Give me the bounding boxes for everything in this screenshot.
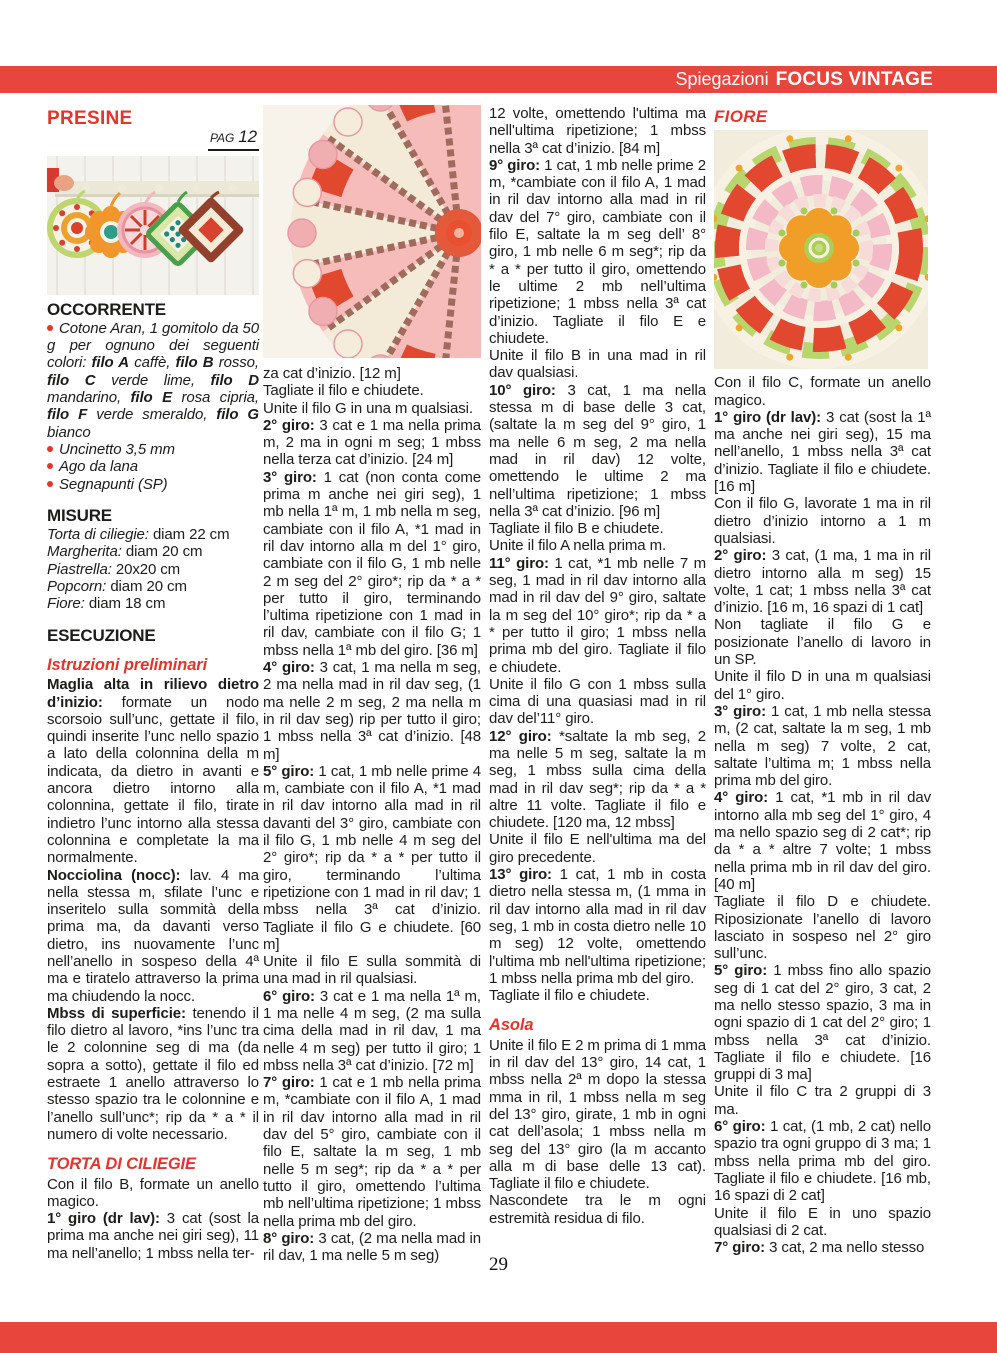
instruction-paragraph xyxy=(489,1192,706,1227)
text-segment: Uncinetto 3,5 mm xyxy=(59,440,175,458)
text-segment: 1 cat (non conta come prima m anche nei giri seg), 1 mb nella 1ª m, 1 mb nella m seg, cambiate con il filo A, *1 mad in ril dav intorno alla m del 1° giro, cambiate con il filo G, 1 mb nelle 2 m seg del 2° giro*; rip da * a * per tutto il giro, terminando l’ultima ripetizione con 1 mad in ril dav, cambiate con il filo G; 1 mbss nella 1ª mb del giro. [36 m] xyxy=(263,468,481,659)
instruction-paragraph xyxy=(489,831,706,866)
instruction-paragraph xyxy=(714,409,931,495)
text-segment: filo A xyxy=(91,354,129,372)
text-segment: Unite il filo E nell'ultima ma del giro precedente. xyxy=(489,831,706,866)
text-segment: 6° giro: xyxy=(714,1118,770,1136)
text-segment: Piastrella: xyxy=(47,560,112,578)
text-segment: 1 cat e 1 mb nella prima m, *cambiate con il filo A, 1 mad in ril dav intorno alla mad in ril dav del 5° giro, cambiate con il filo E, saltate la m seg, 1 mb nelle 5 m seg*; rip da * a * per tutto il giro, omettendo l’ultima mb nell’ultima ripetizione; 1 mbss nella prima mb del giro. xyxy=(263,1074,481,1230)
text-segment: MISURE xyxy=(47,505,112,525)
text-segment: Tagliate il filo B e chiudete. xyxy=(489,520,664,538)
text-segment: rosso, xyxy=(213,354,259,372)
instruction-paragraph xyxy=(47,1005,259,1143)
bullet-item xyxy=(47,441,259,458)
text-segment: Asola xyxy=(489,1016,534,1035)
text-segment: Unite il filo G in una m qualsiasi. xyxy=(263,399,473,417)
instruction-paragraph xyxy=(489,866,706,987)
text-segment: Tagliate il filo e chiudete. xyxy=(263,382,424,400)
text-segment: Istruzioni preliminari xyxy=(47,655,208,674)
text-segment: diam 22 cm xyxy=(148,526,230,544)
instruction-paragraph xyxy=(489,537,706,554)
top-banner xyxy=(0,66,997,93)
text-segment: 3 cat e 1 ma nella prima m, 2 ma in ogni m seg; 1 mbss nella terza cat d’inizio. [24 m] xyxy=(263,416,481,469)
instruction-paragraph xyxy=(714,495,931,547)
text-segment: mandarino, xyxy=(47,389,131,407)
bottom-bar xyxy=(0,1322,997,1353)
instruction-paragraph xyxy=(714,547,931,616)
text-segment: verde smeraldo, xyxy=(87,406,217,424)
text-segment: Fiore: xyxy=(47,595,85,613)
text-segment: 5° giro: xyxy=(263,762,319,780)
instruction-paragraph xyxy=(263,988,481,1074)
banner-title: FOCUS VINTAGE xyxy=(775,68,933,90)
text-segment: Unite il filo E in uno spazio qualsiasi di 2 cat. xyxy=(714,1204,931,1239)
instruction-paragraph xyxy=(714,703,931,789)
instruction-paragraph xyxy=(489,382,706,520)
page-reference-underline xyxy=(208,128,259,150)
instruction-paragraph xyxy=(489,728,706,832)
column-instructions-2 xyxy=(263,105,481,1264)
presine-instructions xyxy=(47,301,259,1262)
instruction-paragraph xyxy=(47,526,259,543)
text-segment: Nocciolina (nocc): xyxy=(47,866,190,884)
instruction-paragraph xyxy=(489,105,706,157)
text-segment: 3 cat, (2 ma nella mad in ril dav, 1 ma nelle 5 m seg) xyxy=(263,1229,481,1265)
fiore-instructions xyxy=(714,374,931,1256)
instruction-paragraph xyxy=(263,953,481,988)
instruction-paragraph xyxy=(263,659,481,763)
text-segment: *saltate la mb seg, 2 ma nelle 5 m seg, saltate la m seg, 1 mbss sulla cima della mad in ril dav seg*; rip da * a * altre 11 volte. Tagliate il filo e chiudete. [120 ma, 12 mbss] xyxy=(489,727,707,832)
instruction-paragraph xyxy=(714,789,931,893)
text-segment: Maglia alta in rilievo dietro d’inizio: xyxy=(47,676,259,711)
text-segment: Unite il filo B in una mad in ril dav qualsiasi. xyxy=(489,347,706,382)
text-segment: Tagliate il filo D e chiudete. Riposizionate l’anello di lavoro lasciato in sospeso nel 2° giro sull’unc. xyxy=(714,893,931,963)
text-segment: rosa cipria, xyxy=(171,389,259,407)
text-segment: Unite il filo D in una m qualsiasi del 1° giro. xyxy=(714,668,931,703)
instruction-paragraph xyxy=(47,543,259,560)
text-segment: 3° giro: xyxy=(714,702,772,720)
text-segment: 3 cat, (1 ma, 1 ma in ril dietro intorno alla m seg) 15 volte, 1 cat; 1 mbss nella 3ª cat d’inizio. [16 m, 16 spazi di 1 cat] xyxy=(714,547,931,617)
red-subheading xyxy=(47,657,259,674)
text-segment: 1° giro (dr lav): xyxy=(714,408,826,426)
text-segment: 13° giro: xyxy=(489,866,560,884)
text-segment: Con il filo C, formate un anello magico. xyxy=(714,374,931,409)
instruction-paragraph xyxy=(47,1176,259,1211)
text-segment: diam 20 cm xyxy=(121,543,203,561)
text-segment: 11° giro: xyxy=(489,554,555,572)
text-segment: 7° giro: xyxy=(714,1239,770,1257)
text-segment: 1 cat, (1 mb, 2 cat) nello spazio tra ogni gruppo di 3 ma; 1 mbss nella prima mb del giro. Tagliate il filo e chiudete. [16 mb, 16 spazi di 2 cat] xyxy=(714,1118,931,1205)
text-segment: Tagliate il filo e chiudete. xyxy=(489,987,650,1005)
text-segment: 20x20 cm xyxy=(111,560,181,578)
instruction-paragraph xyxy=(47,676,259,866)
text-segment: Con il filo G, lavorate 1 ma in ril dietro d’inizio intorno a 1 m qualsiasi. xyxy=(714,495,931,547)
flower-potholder-photo xyxy=(714,130,928,369)
text-segment: 1 cat, 1 mb nelle prime 2 m, *cambiate con il filo A, 1 mad in ril dav intorno alla mad in ril dav del 7° giro, cambiate con il filo E, saltate la m seg dell’ 8° giro, 1 mb nelle 6 m seg*; rip da * a * per tutto il giro, omettendo le ultime 2 mb nell’ultima ripetizione; 1 mbss nella 3ª cat d’inizio. Tagliate il filo E e chiudete. xyxy=(489,156,706,347)
text-segment: tenendo il filo dietro al lavoro, *ins l’unc tra le 2 colonnine seg di ma (da sopra a sotto), gettate il filo ed estraete 1 anello attraverso lo stesso spazio tra le colonnine e l’anello sull’unc*; rip da * a * il numero di volte necessario. xyxy=(47,1004,259,1143)
text-segment: 12° giro: xyxy=(489,727,559,745)
cherry-pie-potholder-photo xyxy=(263,105,481,358)
section-heading xyxy=(47,507,259,524)
fiore-title: FIORE xyxy=(714,107,768,126)
bullet-item xyxy=(47,458,259,475)
text-segment: 1 cat, *1 mb nelle 7 m seg, 1 mad in ril dav intorno alla mad in ril dav del 9° giro, saltate la m seg del 10° giro*; rip da * a * per tutto il giro; 1 mbss nella prima mb del giro. Tagliate il filo e chiudete. xyxy=(489,554,706,676)
pag-label: PAG xyxy=(210,131,235,146)
text-segment: 2° giro: xyxy=(714,547,772,565)
text-segment: Con il filo B, formate un anello magico. xyxy=(47,1175,259,1210)
text-segment: verde lime, xyxy=(95,371,211,389)
text-segment: 1 cat, *1 mb in ril dav intorno alla mb seg del 1° giro, 4 ma nello spazio seg di 2 cat*; rip da * a * altre 7 volte; 1 mbss nella prima mb in ril dav del giro. [40 m] xyxy=(714,789,931,893)
text-segment: 1 mbss fino allo spazio seg di 1 cat del 2° giro, 3 cat, 2 ma nello stesso spazio, 3 ma in ogni spazio di 1 cat del 2° giro; 1 mbss nella 3ª cat d’inizio. Tagliate il filo e chiudete. [16 gruppi di 3 ma] xyxy=(714,962,931,1084)
text-segment: 3 cat, 2 ma nello stesso xyxy=(769,1239,925,1257)
instruction-paragraph xyxy=(489,520,706,537)
text-segment: Mbss di superficie: xyxy=(47,1004,193,1022)
instruction-paragraph xyxy=(489,555,706,676)
text-segment: 1° giro (dr lav): xyxy=(47,1210,167,1228)
text-segment: 1 cat, 1 mb nella stessa m, (2 cat, saltate la m seg, 1 mb nella m seg) 7 volte, 2 cat, saltate l’ultima m; 1 mbss nella prima mb del giro. xyxy=(714,702,931,790)
page-reference xyxy=(47,128,259,150)
text-segment: Non tagliate il filo G e posizionate l’anello di lavoro in un SP. xyxy=(714,616,931,669)
text-segment: 3° giro: xyxy=(263,468,324,486)
text-segment: Unite il filo E sulla sommità di una mad in ril qualsiasi. xyxy=(263,953,481,988)
text-segment: Torta di ciliegie: xyxy=(47,526,149,544)
text-segment: Unite il filo C tra 2 gruppi di 3 ma. xyxy=(714,1083,931,1118)
column-fiore xyxy=(714,108,931,1256)
instruction-paragraph xyxy=(489,157,706,347)
instruction-paragraph xyxy=(489,347,706,382)
instruction-paragraph xyxy=(263,469,481,659)
instruction-paragraph xyxy=(263,382,481,399)
text-segment: 12 volte, omettendo l'ultima ma nell'ultima ripetizione; 1 mbss nella 3ª cat d’inizio. [84 m] xyxy=(489,105,706,157)
text-segment: 1 cat, 1 mb nelle prime 4 m, cambiate con il filo A, *1 mad in ril dav intorno alla mad in ril davanti del 3° giro, cambiate con il filo G, 1 mb nelle 4 m seg del 2° giro*; rip da * a * per tutto il giro, terminando l’ultima ripetizione con 1 mad in ril dav; 1 mbss nella 3ª cat d’inizio. Tagliate il filo G e chiudete. [60 m] xyxy=(263,762,481,953)
text-segment: Unite il filo A nella prima m. xyxy=(489,537,667,555)
text-segment: 2° giro: xyxy=(263,416,320,434)
text-segment: 4° giro: xyxy=(263,659,320,677)
instruction-paragraph xyxy=(714,893,931,962)
text-segment: Unite il filo E 2 m prima di 1 mma in ril dav del 13° giro, 14 cat, 1 mbss nella 2ª m dopo la stessa mma in ril, 1 mbss nella m seg del 13° giro, girate, 1 mb in ogni cat dell’asola; 1 mbss nella m seg del 13° giro (la m accanto alla m di base delle 13 cat). Tagliate il filo e chiudete. xyxy=(489,1036,706,1193)
text-segment: 3 cat (sost la 1ª ma anche nei giri seg), 15 ma nell’anello, 1 mbss nella 3ª cat d’inizio. Tagliate il filo e chiudete. [16 m] xyxy=(714,408,931,496)
text-segment: filo F xyxy=(47,406,88,424)
text-segment: 3 cat (sost la prima ma anche nei giri seg), 11 ma nell’anello; 1 mbss nella ter- xyxy=(47,1210,259,1262)
text-segment: Popcorn: xyxy=(47,578,107,596)
presine-title: PRESINE xyxy=(47,108,133,129)
text-segment: filo B xyxy=(175,354,214,372)
text-segment: 5° giro: xyxy=(714,962,774,980)
text-segment: 3 cat, 1 ma nella stessa m di base delle 3 cat, (saltate la m seg del 9° giro, 1 ma nelle 6 m seg, 2 ma nella mad in ril dav) 12 volte, omettendo le ultime 2 ma nell’ultima ripetizione; 1 mbss nella 3ª cat d’inizio. [96 m] xyxy=(489,381,706,520)
instruction-paragraph xyxy=(47,867,259,1005)
instruction-paragraph xyxy=(714,616,931,668)
text-segment: OCCORRENTE xyxy=(47,299,166,319)
text-segment: formate un nodo scorsoio sull’unc, gettate il filo, quindi inserite l’unc nello spazio a lato della colonnina della m indicata, da dietro in avanti e ancora dietro intorno alla colonnina, gettate il filo, tirate indietro l’unc intorno alla stessa colonnina e completate la ma normalmente. xyxy=(47,693,259,867)
instruction-paragraph xyxy=(47,578,259,595)
instruction-paragraph xyxy=(714,1083,931,1118)
torta-instructions-continued xyxy=(263,365,481,1264)
text-segment: 9° giro: xyxy=(489,156,545,174)
banner-section-label: Spiegazioni xyxy=(675,69,769,89)
text-segment: filo G xyxy=(216,406,259,424)
text-segment: 1 cat, 1 mb in costa dietro nella stessa m, (1 mma in ril dav intorno alla mad in ril dav seg, 1 mb in costa dietro nelle 10 m seg) 12 volte, omettendo l'ultima mb nell'ultima ripetizione; 1 mbss nella prima mb del giro. xyxy=(489,866,706,987)
torta-instructions-end xyxy=(489,105,706,1227)
bullet-item xyxy=(47,476,259,493)
page-number: 29 xyxy=(489,1254,508,1275)
instruction-paragraph xyxy=(714,668,931,703)
text-segment: Cotone Aran, 1 gomitolo da 50 g per ognuno dei seguenti colori: xyxy=(47,319,260,372)
text-segment: diam 20 cm xyxy=(106,578,187,596)
text-segment: TORTA DI CILIEGIE xyxy=(47,1155,196,1174)
instruction-paragraph xyxy=(263,417,481,469)
instruction-paragraph xyxy=(47,595,259,612)
instruction-paragraph xyxy=(714,374,931,409)
text-segment: ESECUZIONE xyxy=(47,625,156,645)
text-segment: Unite il filo G con 1 mbss sulla cima di una quasiasi mad in ril dav del’11° giro. xyxy=(489,675,706,728)
text-segment: Margherita: xyxy=(47,543,122,561)
text-segment: Nascondete tra le m ogni estremità residua di filo. xyxy=(489,1192,706,1227)
text-segment: lav. 4 ma nella stessa m, sfilate l’unc e inseritelo sulla sommità della prima ma, da davanti verso dietro, ins nuovamente l’unc nell’anello in sospeso della 4ª ma e tiratelo attraverso la prima ma chiudendo la nocc. xyxy=(47,866,259,1005)
text-segment: diam 18 cm xyxy=(84,595,166,613)
instruction-paragraph xyxy=(714,1118,931,1204)
section-heading xyxy=(47,301,259,318)
red-subheading xyxy=(489,1017,706,1034)
text-segment: bianco xyxy=(47,423,91,441)
text-segment: filo E xyxy=(130,389,172,407)
instruction-paragraph xyxy=(263,400,481,417)
instruction-paragraph xyxy=(489,1037,706,1193)
pag-number: 12 xyxy=(238,127,257,147)
text-segment: Segnapunti (SP) xyxy=(59,475,168,493)
instruction-paragraph xyxy=(489,676,706,728)
text-segment: Ago da lana xyxy=(59,458,138,476)
instruction-paragraph xyxy=(714,1205,931,1240)
text-segment: 10° giro: xyxy=(489,381,568,399)
potholders-photo xyxy=(47,156,259,295)
column-presine xyxy=(47,110,259,1262)
bullet-item xyxy=(47,320,259,441)
instruction-paragraph xyxy=(263,1074,481,1230)
section-heading xyxy=(47,627,259,644)
text-segment: 4° giro: xyxy=(714,789,776,807)
instruction-paragraph xyxy=(263,763,481,953)
text-segment: caffè, xyxy=(129,354,176,372)
text-segment: 3 cat e 1 ma nella 1ª m, 1 ma nelle 4 m seg, (2 ma sulla cima della mad in ril dav, 1 ma nelle 4 m seg) per tutto il giro; 1 mbss nella 3ª cat d’inizio. [72 m] xyxy=(263,987,481,1074)
text-segment: 6° giro: xyxy=(263,987,320,1005)
text-segment: filo D xyxy=(210,371,259,389)
column-instructions-3 xyxy=(489,105,706,1227)
instruction-paragraph xyxy=(489,987,706,1004)
instruction-paragraph xyxy=(263,365,481,382)
text-segment: filo C xyxy=(47,371,96,389)
text-segment: za cat d’inizio. [12 m] xyxy=(263,365,401,382)
red-subheading xyxy=(47,1156,259,1173)
text-segment: 3 cat, 1 ma nella m seg, 2 ma nella mad in ril dav seg, (1 ma nelle 2 m seg, 2 ma nella m in ril dav seg) rip per tutto il giro; 1 mbss nella 3ª cat d’inizio. [48 m] xyxy=(263,659,482,763)
instruction-paragraph xyxy=(714,962,931,1083)
text-segment: 8° giro: xyxy=(263,1229,319,1247)
text-segment: 7° giro: xyxy=(263,1074,320,1092)
instruction-paragraph xyxy=(47,561,259,578)
